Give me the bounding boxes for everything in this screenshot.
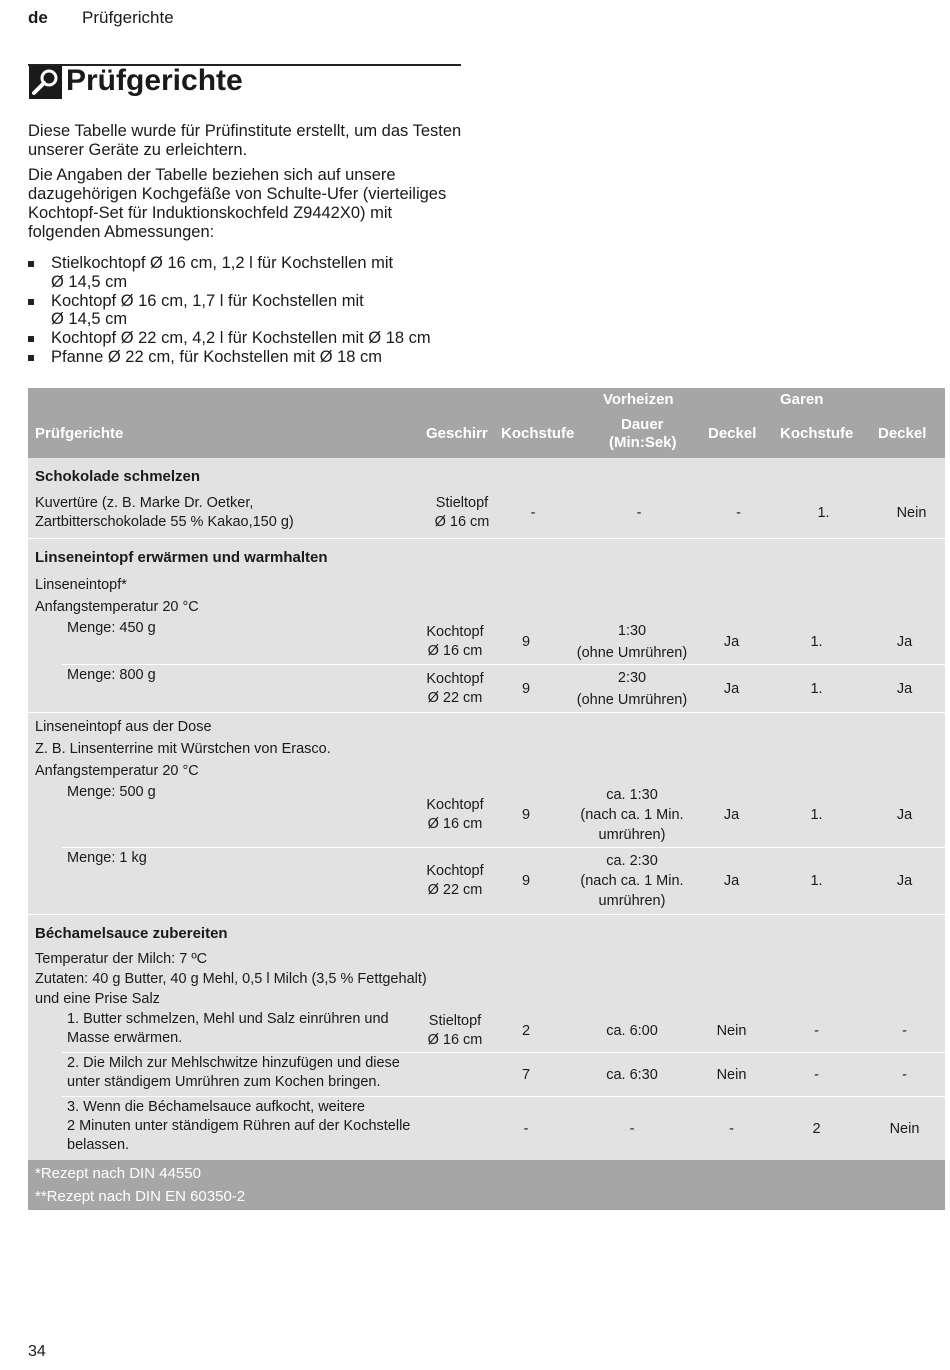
cook-lid-cell: Ja xyxy=(896,873,913,889)
dish-cell: Menge: 450 g xyxy=(67,620,156,636)
cookware-text: Stieltopf xyxy=(428,1013,482,1029)
cookware-size: Ø 22 cm xyxy=(427,689,483,706)
section-bechamel xyxy=(28,915,945,1160)
intro-line: Anfangstemperatur 20 °C xyxy=(35,763,199,779)
list-item xyxy=(28,292,488,330)
list-item-text: Kochtopf Ø 16 cm, 1,7 l für Kochstellen mit xyxy=(51,291,364,310)
cook-lid-cell: - xyxy=(902,1023,907,1039)
step-text-cont: belassen. xyxy=(67,1137,130,1153)
cook-level-cell: 1. xyxy=(817,505,830,521)
intro-line: Temperatur der Milch: 7 ºC xyxy=(35,951,208,967)
cookware-list xyxy=(28,254,488,367)
step-text-cont: Masse erwärmen. xyxy=(67,1030,183,1046)
intro-paragraph-2: Die Angaben der Tabelle beziehen sich auf unsere dazugehörigen Kochgefäße von Schulte-Ufer (vierteiliges Kochtopf-Set für Induktionskochfeld Z9442X0) mit folgenden Abmessungen: xyxy=(28,166,447,241)
lid-cell: Ja xyxy=(723,633,740,650)
col-header-cookware: Geschirr xyxy=(426,425,488,442)
duration-text: 2:30 xyxy=(617,669,647,686)
group-header-preheat: Vorheizen xyxy=(603,391,674,408)
cookware-size: Ø 16 cm xyxy=(434,514,490,530)
step-text: 1. Butter schmelzen, Mehl und Salz einrühren und xyxy=(67,1011,389,1027)
list-item xyxy=(28,329,488,348)
cookware-text: Kochtopf xyxy=(426,623,484,640)
language-code: de xyxy=(28,8,48,27)
intro-line: und eine Prise Salz xyxy=(35,991,160,1007)
intro-line: Z. B. Linsenterrine mit Würstchen von Erasco. xyxy=(35,741,331,757)
col-header-duration: Dauer xyxy=(621,416,664,433)
table-row xyxy=(28,618,945,665)
cook-lid-cell: Ja xyxy=(896,633,913,650)
lid-cell: Nein xyxy=(716,1023,747,1039)
col-header-duration-unit: (Min:Sek) xyxy=(609,434,677,451)
level-cell: - xyxy=(523,1120,529,1137)
dish-cell: Menge: 1 kg xyxy=(67,850,147,866)
intro-line: Anfangstemperatur 20 °C xyxy=(35,599,199,615)
duration-note-cont: umrühren) xyxy=(598,827,666,843)
duration-text: ca. 2:30 xyxy=(606,853,658,869)
bullet-square-icon xyxy=(28,261,34,267)
cookware-cell xyxy=(418,665,492,712)
duration-cell xyxy=(560,618,704,665)
lid-cell: Ja xyxy=(723,807,740,823)
cookware-text: Kochtopf xyxy=(426,797,484,813)
col-header-dish: Prüfgerichte xyxy=(35,425,124,442)
section-title: Linseneintopf erwärmen und warmhalten xyxy=(35,549,328,566)
section-lentil-stew xyxy=(28,539,945,915)
cookware-cell xyxy=(425,488,499,538)
table-row xyxy=(28,1053,945,1097)
cookware-text: Stieltopf xyxy=(435,495,489,511)
lid-cell: - xyxy=(729,1120,734,1137)
level-cell: 9 xyxy=(521,680,531,697)
bullet-square-icon xyxy=(28,355,34,361)
list-item-text-cont: Ø 14,5 cm xyxy=(51,272,128,291)
section-chocolate xyxy=(28,458,945,539)
cook-lid-cell: - xyxy=(902,1067,907,1083)
dish-cell: Menge: 500 g xyxy=(67,784,156,800)
step-text-cont: unter ständigem Umrühren zum Kochen bringen. xyxy=(67,1074,381,1090)
footnote: *Rezept nach DIN 44550 xyxy=(35,1165,201,1182)
section-title: Schokolade schmelzen xyxy=(35,468,201,485)
level-cell: 7 xyxy=(521,1067,531,1083)
duration-cell: - xyxy=(636,505,642,521)
section-intro xyxy=(28,945,945,1009)
lid-cell: Ja xyxy=(723,680,740,697)
list-item-text: Stielkochtopf Ø 16 cm, 1,2 l für Kochstellen mit xyxy=(51,254,394,272)
level-cell: - xyxy=(530,505,536,521)
list-item-text: Pfanne Ø 22 cm, für Kochstellen mit Ø 18 cm xyxy=(51,347,383,366)
dish-text-cont: Zartbitterschokolade 55 % Kakao,150 g) xyxy=(35,514,294,530)
intro-line: Zutaten: 40 g Butter, 40 g Mehl, 0,5 l Milch (3,5 % Fettgehalt) xyxy=(35,971,427,987)
dish-cell xyxy=(28,1053,418,1097)
cookware-text: Kochtopf xyxy=(426,670,484,687)
cookware-size: Ø 16 cm xyxy=(427,642,483,659)
duration-cell xyxy=(560,665,704,712)
page-title: Prüfgerichte xyxy=(66,64,243,97)
footnote: **Rezept nach DIN EN 60350-2 xyxy=(35,1188,246,1205)
running-header: Prüfgerichte xyxy=(82,8,174,27)
intro-paragraph-1: Diese Tabelle wurde für Prüfinstitute erstellt, um das Testen unserer Geräte zu erleichtern. xyxy=(28,122,462,159)
dish-cell xyxy=(28,1009,418,1053)
cook-lid-cell: Ja xyxy=(896,807,913,823)
level-cell: 9 xyxy=(521,807,531,823)
cook-level-cell: 1. xyxy=(810,680,823,697)
table-footnotes xyxy=(28,1160,945,1210)
cook-level-cell: 1. xyxy=(810,633,823,650)
duration-cell: ca. 6:30 xyxy=(606,1067,658,1083)
dish-text: Kuvertüre (z. B. Marke Dr. Oetker, xyxy=(35,495,254,511)
duration-note: (ohne Umrühren) xyxy=(576,691,688,708)
col-header-cook-level: Kochstufe xyxy=(780,425,854,442)
cook-level-cell: - xyxy=(814,1067,819,1083)
cook-lid-cell: Ja xyxy=(896,680,913,697)
list-item xyxy=(28,254,488,292)
level-cell: 2 xyxy=(521,1023,531,1039)
cook-lid-cell: Nein xyxy=(889,1120,920,1137)
step-text-cont: 2 Minuten unter ständigem Rühren auf der Kochstelle xyxy=(67,1118,411,1134)
duration-cell: - xyxy=(629,1120,635,1137)
table-header xyxy=(28,388,945,458)
lid-cell: Nein xyxy=(716,1067,747,1083)
cookware-cell xyxy=(418,1009,492,1053)
cookware-size: Ø 16 cm xyxy=(427,1032,483,1048)
table-row xyxy=(28,665,945,713)
duration-cell xyxy=(560,848,704,914)
dish-cell: Menge: 800 g xyxy=(67,667,156,683)
list-item-text-cont: Ø 14,5 cm xyxy=(51,310,128,329)
bullet-square-icon xyxy=(28,336,34,342)
cook-level-cell: 2 xyxy=(812,1120,821,1137)
duration-note: (ohne Umrühren) xyxy=(576,644,688,661)
duration-note: (nach ca. 1 Min. xyxy=(580,873,684,889)
section-title: Béchamelsauce zubereiten xyxy=(35,925,228,942)
duration-text: ca. 1:30 xyxy=(606,787,658,803)
dish-cell xyxy=(28,488,425,538)
col-header-level: Kochstufe xyxy=(501,425,575,442)
level-cell: 9 xyxy=(521,633,531,650)
group-header-cook: Garen xyxy=(780,391,824,408)
dish-cell xyxy=(28,1097,418,1160)
table-row xyxy=(28,848,945,914)
cookware-cell xyxy=(418,1053,492,1097)
cook-level-cell: 1. xyxy=(810,807,823,823)
cookware-cell xyxy=(418,848,492,914)
cook-level-cell: 1. xyxy=(810,873,823,889)
cookware-cell xyxy=(418,618,492,665)
cookware-size: Ø 22 cm xyxy=(427,882,483,898)
step-text: 2. Die Milch zur Mehlschwitze hinzufügen und diese xyxy=(67,1055,400,1071)
col-header-lid: Deckel xyxy=(708,425,757,442)
table-row xyxy=(28,782,945,848)
lid-cell: Ja xyxy=(723,873,740,889)
duration-cell xyxy=(560,782,704,848)
search-magnifier-icon xyxy=(29,66,62,99)
section-intro xyxy=(28,569,945,618)
duration-text: 1:30 xyxy=(617,622,647,639)
cookware-cell xyxy=(418,1097,492,1160)
cook-lid-cell: Nein xyxy=(896,505,927,521)
table-row xyxy=(28,1009,945,1053)
bullet-square-icon xyxy=(28,299,34,305)
duration-cell: ca. 6:00 xyxy=(606,1023,658,1039)
intro-line: Linseneintopf aus der Dose xyxy=(35,719,212,735)
cookware-size: Ø 16 cm xyxy=(427,816,483,832)
cook-level-cell: - xyxy=(814,1023,819,1039)
level-cell: 9 xyxy=(521,873,531,889)
cookware-cell xyxy=(418,782,492,848)
duration-note-cont: umrühren) xyxy=(598,893,666,909)
table-row xyxy=(28,488,945,538)
page-number: 34 xyxy=(28,1343,46,1360)
step-text: 3. Wenn die Béchamelsauce aufkocht, weitere xyxy=(67,1099,365,1115)
table-row xyxy=(28,1097,945,1160)
intro-line: Linseneintopf* xyxy=(35,577,127,593)
lid-cell: - xyxy=(736,505,741,521)
cookware-text: Kochtopf xyxy=(426,863,484,879)
test-dishes-table xyxy=(28,388,945,1210)
section-intro xyxy=(28,713,945,782)
list-item-text: Kochtopf Ø 22 cm, 4,2 l für Kochstellen mit Ø 18 cm xyxy=(51,329,431,348)
col-header-cook-lid: Deckel xyxy=(878,425,927,442)
list-item xyxy=(28,348,488,367)
duration-note: (nach ca. 1 Min. xyxy=(580,807,684,823)
